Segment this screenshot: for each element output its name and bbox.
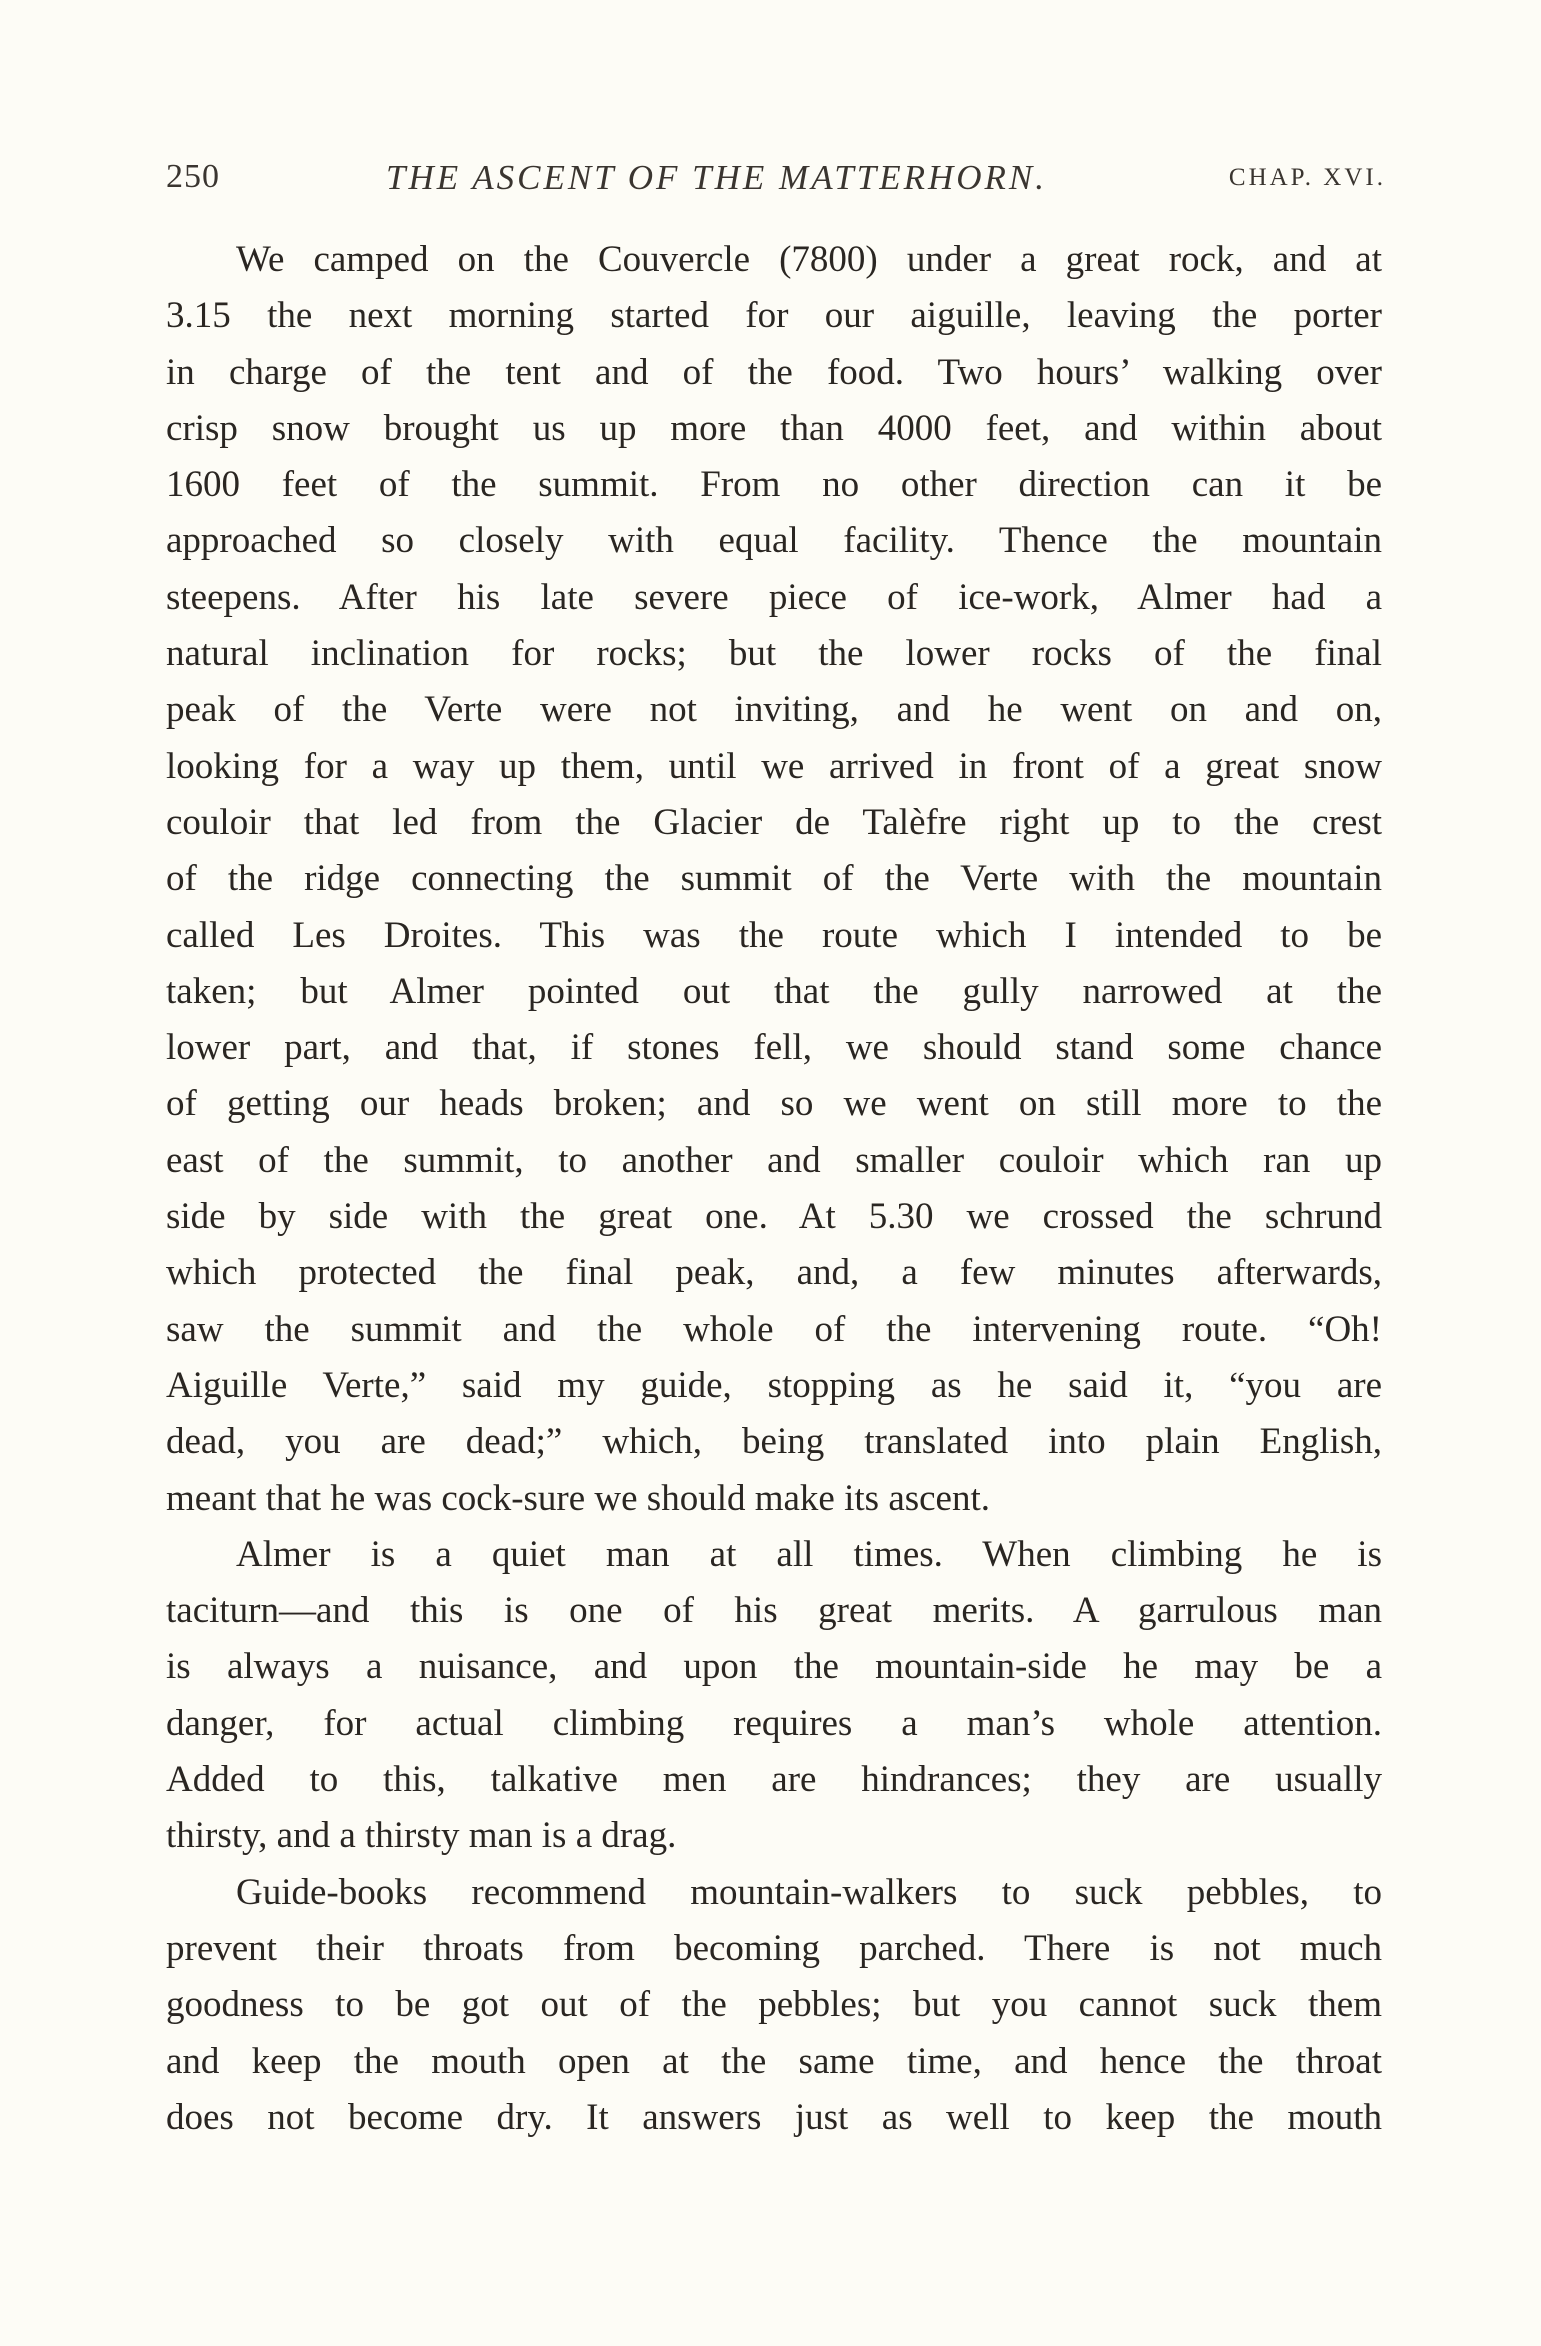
text-line: approached so closely with equal facility. Thence the mountain: [166, 520, 1382, 562]
text-line: Added to this, talkative men are hindrances; they are usually: [166, 1759, 1382, 1801]
text-line: peak of the Verte were not inviting, and he went on and on,: [166, 689, 1382, 731]
text-line: prevent their throats from becoming parched. There is not much: [166, 1927, 1382, 1969]
text-line: natural inclination for rocks; but the lower rocks of the final: [166, 633, 1382, 675]
text-line: We camped on the Couvercle (7800) under a great rock, and at: [236, 239, 1382, 280]
text-line: Guide-books recommend mountain-walkers to suck pebbles, to: [236, 1871, 1382, 1913]
text-line: goodness to be got out of the pebbles; but you cannot suck them: [166, 1984, 1382, 2026]
text-line: Aiguille Verte,” said my guide, stopping as he said it, “you are: [166, 1364, 1382, 1406]
text-line: of the ridge connecting the summit of the Verte with the mountain: [166, 858, 1382, 900]
text-line: danger, for actual climbing requires a man’s whole attention.: [166, 1702, 1382, 1744]
text-line: lower part, and that, if stones fell, we should stand some chance: [166, 1027, 1382, 1069]
text-line: 1600 feet of the summit. From no other direction can it be: [166, 464, 1382, 506]
body-text: [166, 232, 1382, 2146]
text-line: saw the summit and the whole of the intervening route. “Oh!: [166, 1308, 1382, 1350]
chapter-label: CHAP. XVI.: [1228, 164, 1386, 191]
text-line: thirsty, and a thirsty man is a drag.: [166, 1815, 677, 1857]
text-line: side by side with the great one. At 5.30 we crossed the schrund: [166, 1196, 1382, 1238]
text-line: 3.15 the next morning started for our aiguille, leaving the porter: [166, 295, 1382, 337]
text-line: called Les Droites. This was the route which I intended to be: [166, 914, 1382, 956]
page-number: 250: [166, 158, 220, 195]
paragraph: [166, 232, 1382, 1527]
text-line: dead, you are dead;” which, being translated into plain English,: [166, 1421, 1382, 1463]
paragraph: [166, 1865, 1382, 2146]
text-line: is always a nuisance, and upon the mountain-side he may be a: [166, 1646, 1382, 1688]
running-head: [166, 150, 1396, 200]
text-line: taken; but Almer pointed out that the gully narrowed at the: [166, 970, 1382, 1012]
text-line: east of the summit, to another and smaller couloir which ran up: [166, 1139, 1382, 1181]
text-line: couloir that led from the Glacier de Talèfre right up to the crest: [166, 801, 1382, 843]
text-line: of getting our heads broken; and so we went on still more to the: [166, 1083, 1382, 1125]
text-line: meant that he was cock-sure we should make its ascent.: [166, 1477, 991, 1519]
text-line: looking for a way up them, until we arrived in front of a great snow: [166, 745, 1382, 787]
text-line: steepens. After his late severe piece of ice-work, Almer had a: [166, 576, 1382, 618]
text-line: crisp snow brought us up more than 4000 feet, and within about: [166, 407, 1382, 449]
paragraph: [166, 1527, 1382, 1865]
text-line: Almer is a quiet man at all times. When climbing he is: [236, 1533, 1382, 1575]
text-line: which protected the final peak, and, a few minutes afterwards,: [166, 1252, 1382, 1294]
text-line: does not become dry. It answers just as well to keep the mouth: [166, 2096, 1382, 2138]
text-line: in charge of the tent and of the food. Two hours’ walking over: [166, 351, 1382, 393]
text-line: taciturn—and this is one of his great merits. A garrulous man: [166, 1590, 1382, 1632]
text-line: and keep the mouth open at the same time, and hence the throat: [166, 2040, 1382, 2082]
running-title: THE ASCENT OF THE MATTERHORN.: [386, 158, 1047, 197]
